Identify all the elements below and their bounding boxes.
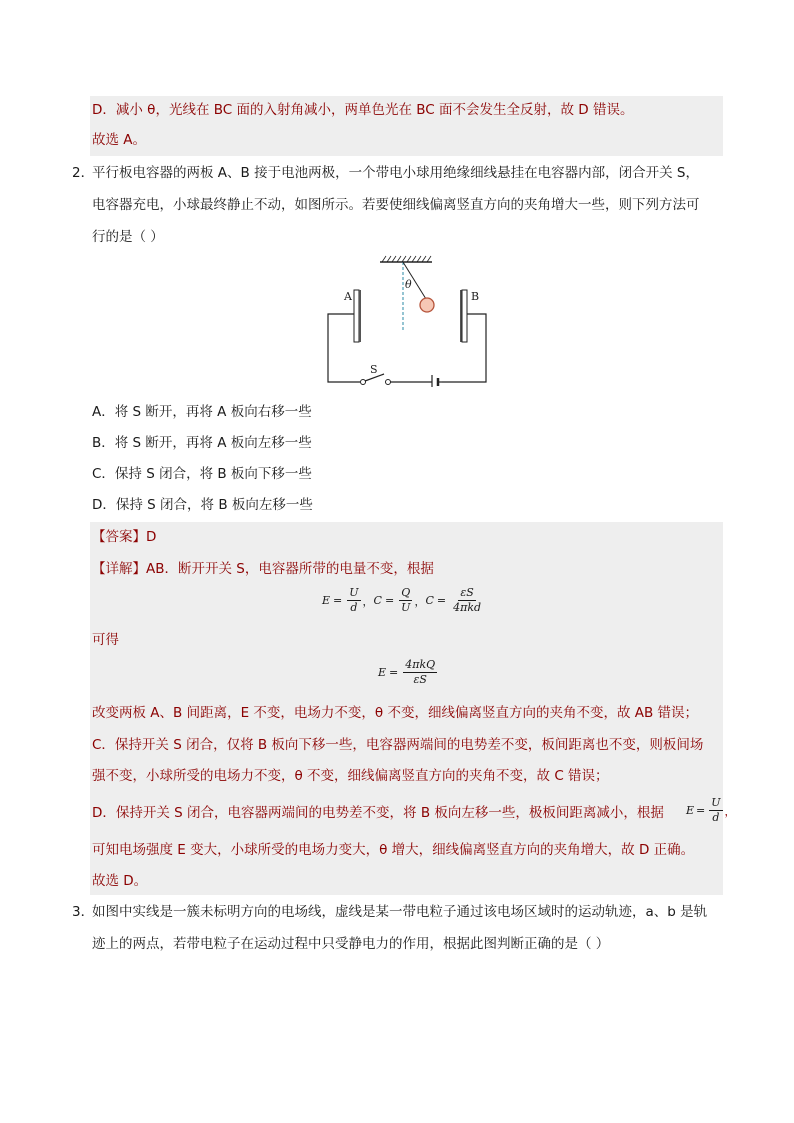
formula3-tail: ， bbox=[724, 804, 736, 818]
plate-a-label: A bbox=[344, 290, 352, 303]
formula-e-c-relations bbox=[322, 586, 485, 615]
formula1-comma2: ， bbox=[414, 594, 426, 608]
q2-option-b: B．将 S 断开，再将 A 板向左移一些 bbox=[92, 435, 312, 451]
capacitor-circuit-figure bbox=[320, 252, 495, 387]
formula1-c2: C bbox=[425, 594, 434, 607]
formula3-u: U bbox=[711, 796, 721, 809]
formula1-4pikd: 4πkd bbox=[453, 601, 482, 614]
formula1-u2: U bbox=[401, 601, 411, 614]
switch-terminal-left bbox=[361, 380, 366, 385]
formula1-d: d bbox=[350, 601, 358, 614]
formula-e-result bbox=[378, 658, 439, 687]
formula1-frac-u-d bbox=[347, 586, 360, 615]
formula1-eq2: = bbox=[384, 594, 395, 607]
q3-stem-line2: 迹上的两点，若带电粒子在运动过程中只受静电力的作用，根据此图判断正确的是（ ） bbox=[92, 936, 610, 952]
ceiling-hatch bbox=[382, 256, 431, 262]
formula2-eq: = bbox=[389, 666, 399, 679]
formula3-d: d bbox=[712, 811, 720, 824]
q2-option-d: D．保持 S 闭合，将 B 板向左移一些 bbox=[92, 497, 313, 513]
formula1-eq1: = bbox=[333, 594, 343, 607]
formula1-q: Q bbox=[401, 586, 411, 599]
plate-b bbox=[462, 290, 467, 342]
q2-detail-line5: D．保持开关 S 闭合，电容器两端间的电势差不变，将 B 板向左移一些，极板间距离减小，根据 bbox=[92, 805, 664, 821]
switch-label: S bbox=[370, 363, 378, 376]
formula1-comma1: ， bbox=[362, 594, 374, 608]
formula2-num: 4πkQ bbox=[405, 658, 436, 671]
prev-option-d-explanation: D．减小 θ，光线在 BC 面的入射角减小，两单色光在 BC 面不会发生全反射，故 D 错误。 bbox=[92, 102, 634, 118]
q2-choose-line: 故选 D。 bbox=[92, 873, 148, 889]
q2-stem-line3: 行的是（ ） bbox=[92, 229, 164, 245]
charged-ball bbox=[420, 298, 434, 312]
formula-e-u-d-inline bbox=[686, 796, 736, 825]
formula1-es: εS bbox=[460, 586, 474, 599]
q2-answer: 【答案】D bbox=[92, 529, 157, 545]
q2-kede: 可得 bbox=[92, 632, 119, 648]
formula1-u: U bbox=[349, 586, 359, 599]
formula1-e: E bbox=[322, 594, 331, 607]
q2-stem-line2: 电容器充电，小球最终静止不动，如图所示。若要使细线偏离竖直方向的夹角增大一些，则下列方法可 bbox=[92, 197, 700, 213]
formula3-eq: = bbox=[696, 804, 706, 817]
formula2-e: E bbox=[378, 666, 387, 679]
q2-stem-line1: 平行板电容器的两板 A、B 接于电池两极，一个带电小球用绝缘细线悬挂在电容器内部，闭合开关 S， bbox=[92, 165, 699, 181]
plate-a bbox=[354, 290, 359, 342]
q2-detail-line4: 强不变，小球所受的电场力不变，θ 不变，细线偏离竖直方向的夹角不变，故 C 错误； bbox=[92, 768, 609, 784]
formula2-frac bbox=[403, 658, 437, 687]
q2-detail-line2: 改变两板 A、B 间距离，E 不变，电场力不变，θ 不变，细线偏离竖直方向的夹角不变，故 AB 错误； bbox=[92, 705, 699, 721]
q2-detail-line3: C．保持开关 S 闭合，仅将 B 板向下移一些，电容器两端间的电势差不变，板间距离也不变，则板间场 bbox=[92, 737, 704, 753]
q2-detail-line1: 【详解】AB．断开开关 S，电容器所带的电量不变，根据 bbox=[92, 561, 434, 577]
q3-number: 3． bbox=[72, 904, 95, 920]
formula3-frac bbox=[709, 796, 722, 825]
theta-label: θ bbox=[405, 278, 412, 291]
plate-b-label: B bbox=[471, 290, 480, 303]
switch-terminal-right bbox=[386, 380, 391, 385]
formula1-frac-q-u bbox=[399, 586, 412, 615]
prev-choose-line: 故选 A。 bbox=[92, 132, 147, 148]
q2-option-c: C．保持 S 闭合，将 B 板向下移一些 bbox=[92, 466, 312, 482]
formula1-c1: C bbox=[373, 594, 382, 607]
q2-detail-line6: 可知电场强度 E 变大，小球所受的电场力变大，θ 增大，细线偏离竖直方向的夹角增大，故 D 正确。 bbox=[92, 842, 695, 858]
formula2-den: εS bbox=[413, 673, 427, 686]
formula3-e: E bbox=[686, 804, 695, 817]
q2-option-a: A．将 S 断开，再将 A 板向右移一些 bbox=[92, 404, 312, 420]
q3-stem-line1: 如图中实线是一簇未标明方向的电场线，虚线是某一带电粒子通过该电场区域时的运动轨迹，a、b 是轨 bbox=[92, 904, 708, 920]
q2-number: 2． bbox=[72, 165, 95, 181]
plate-a-shade bbox=[359, 290, 361, 342]
formula1-frac-es-4pikd bbox=[451, 586, 483, 615]
formula1-eq3: = bbox=[436, 594, 447, 607]
